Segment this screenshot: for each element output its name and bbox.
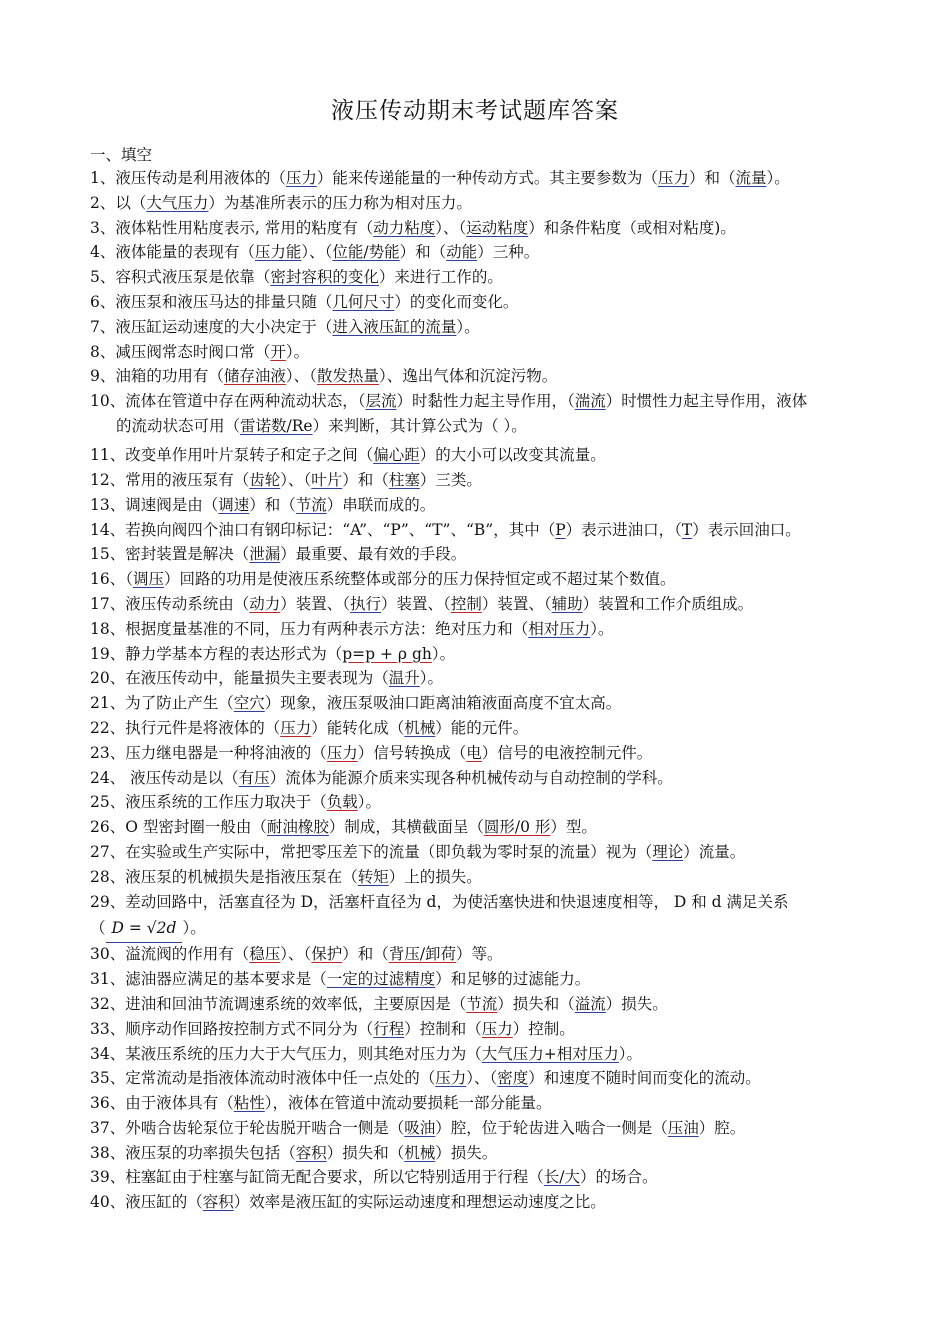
answer-text: 位能/势能 (332, 243, 400, 262)
question-text: 液压缸的（ (125, 1193, 203, 1212)
question-text: ）和速度不随时间而变化的流动。 (528, 1069, 761, 1088)
question-text: ）损失。 (435, 1143, 498, 1162)
question-text: 在液压传动中，能量损失主要表现为（ (125, 669, 389, 688)
question-text: ）和（ (688, 169, 736, 187)
answer-text: 转矩 (357, 867, 389, 886)
answer-text: 溢流 (574, 994, 606, 1013)
answer-text: 理论 (652, 842, 684, 861)
question-item (90, 166, 870, 191)
question-number: 13、 (90, 495, 126, 514)
answer-text: 湍流 (574, 392, 606, 411)
answer-text: 有压 (238, 768, 270, 787)
question-item (90, 364, 870, 389)
question-text: 调速阀是由（ (125, 495, 219, 514)
question-number: 16、 (90, 570, 126, 589)
question-continuation (90, 414, 870, 439)
question-text: ）损失和（ (326, 1143, 405, 1162)
question-item (90, 1017, 870, 1042)
question-text: ）。 (766, 169, 790, 187)
question-text: ）、（ (466, 1069, 498, 1088)
question-number: 31、 (90, 970, 126, 989)
answer-text: 压力 (326, 743, 358, 762)
answer-text: 调速 (218, 495, 250, 514)
question-item (90, 389, 870, 439)
question-number: 23、 (90, 743, 126, 762)
question-number: 32、 (90, 994, 126, 1013)
question-text: 改变单作用叶片泵转子和定子之间（ (125, 446, 374, 465)
question-text: ）三种。 (477, 243, 540, 262)
answer-text: 偏心距 (373, 446, 420, 465)
question-text: 以（ (115, 193, 147, 212)
answer-text: 节流 (466, 994, 498, 1013)
answer-text: 压力 (280, 718, 312, 737)
question-number: 6、 (90, 292, 116, 311)
answer-text: 几何尺寸 (332, 292, 395, 311)
question-text: ）、逸出气体和沉淀污物。 (378, 367, 558, 386)
question-text: 根据度量基准的不同，压力有两种表示方法：绝对压力和（ (125, 619, 529, 638)
question-number: 21、 (90, 694, 126, 713)
question-text: 进油和回油节流调速系统的效率低，主要原因是（ (125, 994, 467, 1013)
question-text: ）控制。 (512, 1019, 575, 1038)
question-text: ）和（ (249, 495, 296, 514)
question-text: ）最重要、最有效的手段。 (280, 545, 467, 564)
question-text: ）装置、（ (481, 594, 552, 613)
question-text: ）装置和工作介质组成。 (582, 594, 754, 613)
question-text: 流体在管道中存在两种流动状态，（ (125, 392, 366, 411)
question-text: ）为基准所表示的压力称为相对压力。 (208, 193, 472, 212)
question-text: 液压泵和液压马达的排量只随（ (115, 292, 333, 311)
answer-text: 执行 (350, 594, 382, 613)
answer-text: 调压 (133, 570, 165, 589)
question-text: ）来判断，其计算公式为（ ）。 (312, 417, 527, 436)
question-number: 19、 (90, 644, 126, 663)
question-text: ）。 (419, 669, 444, 688)
question-text: 若换向阀四个油口有钢印标记：“A”、“P”、“T”、“B”，其中（ (125, 520, 556, 539)
answer-text: 粘性 (233, 1094, 265, 1113)
question-number: 18、 (90, 619, 126, 638)
question-text: 液压传动是利用液体的（ (115, 169, 286, 187)
question-text: ）、（ (435, 218, 467, 237)
question-item (90, 967, 870, 992)
question-number: 14、 (90, 520, 126, 539)
question-text: ）上的损失。 (388, 867, 482, 886)
question-text: 液压泵的功率损失包括（ (125, 1143, 296, 1162)
answer-text: 电 (466, 743, 482, 762)
question-text: 某液压系统的压力大于大气压力，则其绝对压力为（ (125, 1044, 482, 1063)
answer-text: 开 (270, 342, 286, 361)
answer-text: 动力 (249, 594, 281, 613)
question-item (90, 1190, 870, 1215)
question-text: 减压阀常态时阀口常（ (115, 342, 271, 361)
answer-text: 压力能 (254, 243, 302, 262)
question-text: 差动回路中，活塞直径为 D，活塞杆直径为 d，为使活塞快进和快退速度相等， D 和 d 满足关系 (125, 892, 789, 911)
question-text: ）。 (590, 619, 614, 638)
question-text: ）装置、（ (381, 594, 451, 613)
question-text: ）和条件粘度（或相对粘度)。 (528, 218, 736, 237)
answer-text: 辅助 (551, 594, 583, 613)
question-text: ）。 (285, 342, 310, 361)
question-item (90, 790, 870, 815)
question-item (90, 290, 870, 315)
answer-text: 运动粘度 (466, 218, 529, 237)
question-number: 7、 (90, 317, 116, 336)
question-text: 顺序动作回路按控制方式不同分为（ (125, 1019, 374, 1038)
question-text: 溢流阀的作用有（ (125, 945, 250, 964)
question-text: ）。 (618, 1044, 643, 1063)
question-text: 执行元件是将液体的（ (125, 718, 281, 737)
answer-text: 泄漏 (249, 545, 281, 564)
question-item (90, 1091, 870, 1116)
formula-answer: D = √2d (106, 914, 183, 943)
question-text: 常用的液压泵有（ (125, 470, 250, 489)
question-number: 26、 (90, 818, 126, 837)
formula-line: （ D = √2d ）。 (90, 914, 870, 942)
question-item (90, 1141, 870, 1166)
question-item (90, 741, 870, 766)
answer-text: 进入液压缸的流量 (332, 317, 457, 336)
answer-text: 大气压力 (146, 193, 209, 212)
answer-text: 容积 (295, 1143, 327, 1162)
answer-text: 叶片 (311, 470, 343, 489)
answer-text: 负载 (326, 793, 358, 812)
question-number: 28、 (90, 867, 126, 886)
question-text: ）等。 (456, 945, 503, 964)
question-text: 液压系统的工作压力取决于（ (125, 793, 327, 812)
question-text: ）的场合。 (579, 1168, 658, 1187)
question-item (90, 315, 870, 340)
answer-text: 空穴 (233, 694, 265, 713)
question-text: 静力学基本方程的表达形式为（ (125, 644, 343, 663)
question-text: ）串联而成的。 (326, 495, 436, 514)
answer-text: 耐油橡胶 (266, 818, 329, 837)
question-text: ）回路的功用是使液压系统整体或部分的压力保持恒定或不超过某个数值。 (164, 570, 676, 589)
question-number: 5、 (90, 268, 116, 287)
answer-text: 压油 (667, 1118, 699, 1137)
question-number: 10、 (90, 392, 126, 411)
question-text: ）、（ (301, 243, 333, 262)
question-text: ）时惯性力起主导作用，液体 (605, 392, 808, 411)
document-title: 液压传动期末考试题库答案 (331, 98, 619, 124)
answer-text: 背压/卸荷 (388, 945, 457, 964)
question-item (90, 518, 870, 543)
question-item (90, 542, 870, 567)
question-text: ）和足够的过滤能力。 (435, 970, 591, 989)
question-text: ）和（ (399, 243, 447, 262)
question-number: 2、 (90, 193, 116, 212)
question-item (90, 815, 870, 840)
question-text: 密封装置是解决（ (125, 545, 250, 564)
answer-text: 压力 (435, 1069, 467, 1088)
question-number: 39、 (90, 1168, 126, 1187)
answer-text: 层流 (365, 392, 397, 411)
question-number: 27、 (90, 842, 126, 861)
answer-text: 动能 (446, 243, 478, 262)
question-item (90, 1165, 870, 1190)
question-text: ）腔。 (698, 1118, 746, 1137)
answer-text: 齿轮 (249, 470, 281, 489)
question-text: ）来进行工作的。 (378, 268, 503, 287)
answer-text: 动力粘度 (373, 218, 436, 237)
question-item (90, 340, 870, 365)
question-text: ）和（ (342, 470, 389, 489)
question-item (90, 468, 870, 493)
question-text: ）时黏性力起主导作用，（ (396, 392, 575, 411)
question-text: ）腔，位于轮齿进入啮合一侧是（ (435, 1118, 668, 1137)
question-number: 24、 (90, 768, 126, 787)
question-text: ）、（ (280, 945, 312, 964)
question-text: 液压传动是以（ (125, 768, 239, 787)
question-item (90, 716, 870, 741)
question-text: 在实验或生产实际中，常把零压差下的流量（即负载为零时泵的流量）视为（ (125, 842, 653, 861)
question-number: 11、 (90, 446, 126, 465)
question-number: 35、 (90, 1069, 126, 1088)
answer-text: 柱塞 (388, 470, 420, 489)
question-item (90, 265, 870, 290)
question-text: ）流量。 (683, 842, 746, 861)
question-text: 液体能量的表现有（ (115, 243, 255, 262)
question-text: 滤油器应满足的基本要求是（ (125, 970, 327, 989)
question-item (90, 865, 870, 890)
question-text: ）表示进油口，（ (565, 520, 682, 539)
answer-text: 吸油 (404, 1118, 436, 1137)
question-item (90, 592, 870, 617)
question-text: ）的变化而变化。 (394, 292, 519, 311)
question-text: ）信号的电液控制元件。 (481, 743, 653, 762)
question-text: 外啮合齿轮泵位于轮齿脱开啮合一侧是（ (125, 1118, 405, 1137)
answer-text: 雷诺数/Re (240, 417, 313, 436)
answer-text: 稳压 (249, 945, 281, 964)
question-number: 30、 (90, 945, 126, 964)
answer-text: P (555, 520, 566, 539)
question-text: 由于液体具有（ (125, 1094, 234, 1113)
answer-text: 密封容积的变化 (270, 268, 379, 287)
question-number: 3、 (90, 218, 116, 237)
question-item (90, 1066, 870, 1091)
answer-text: 温升 (388, 669, 420, 688)
question-text: ）和（ (342, 945, 389, 964)
question-item (90, 567, 870, 592)
question-number: 1、 (90, 169, 116, 187)
question-text: ）能转化成（ (311, 718, 405, 737)
question-text: ）效率是液压缸的实际运动速度和理想运动速度之比。 (233, 1193, 606, 1212)
question-item (90, 666, 870, 691)
answer-text: 控制 (450, 594, 482, 613)
question-text: ）损失。 (605, 994, 668, 1013)
question-text: 液压缸运动速度的大小决定于（ (115, 317, 333, 336)
question-text: 柱塞缸由于柱塞与缸筒无配合要求，所以它特别适用于行程（ (125, 1168, 544, 1187)
answer-text: 相对压力 (528, 619, 591, 638)
question-text: ）能来传递能量的一种传动方式。其主要参数为（ (316, 169, 658, 187)
question-text: 油箱的功用有（ (115, 367, 224, 386)
question-item (90, 493, 870, 518)
question-item (90, 1042, 870, 1067)
question-number: 4、 (90, 243, 116, 262)
answer-text: p=p + ρ gh (342, 644, 432, 663)
question-number: 15、 (90, 545, 126, 564)
question-text: ）信号转换成（ (357, 743, 467, 762)
question-number: 38、 (90, 1143, 126, 1162)
question-item (90, 617, 870, 642)
question-number: 40、 (90, 1193, 126, 1212)
question-item (90, 691, 870, 716)
question-number: 25、 (90, 793, 126, 812)
answer-text: 压力 (657, 169, 689, 187)
question-text: 液压传动系统由（ (125, 594, 250, 613)
answer-text: 储存油液 (223, 367, 286, 386)
question-text: ）表示回油口。 (692, 520, 801, 539)
question-text: ）。 (431, 644, 456, 663)
question-text: ）装置、（ (280, 594, 351, 613)
question-number: 34、 (90, 1044, 126, 1063)
section-heading: 一、填空 (90, 146, 153, 164)
question-number: 8、 (90, 342, 116, 361)
answer-text: 容积 (202, 1193, 234, 1212)
question-number: 33、 (90, 1019, 126, 1038)
question-text: 压力继电器是一种将油液的（ (125, 743, 327, 762)
answer-text: 机械 (404, 718, 436, 737)
question-text: 为了防止产生（ (125, 694, 234, 713)
answer-text: 圆形/0 形 (483, 818, 551, 837)
question-number: 12、 (90, 470, 126, 489)
answer-text: 压力 (285, 169, 317, 187)
answer-text: 散发热量 (316, 367, 379, 386)
answer-text: 行程 (373, 1019, 405, 1038)
answer-text: 大气压力+相对压力 (481, 1044, 619, 1063)
question-number: 20、 (90, 669, 126, 688)
question-list (90, 166, 870, 1215)
answer-text: 压力 (481, 1019, 513, 1038)
question-item (90, 216, 870, 241)
question-text: ），液体在管道中流动要损耗一部分能量。 (264, 1094, 552, 1113)
question-text: 容积式液压泵是依靠（ (115, 268, 271, 287)
question-number: 9、 (90, 367, 116, 386)
question-text: ）型。 (550, 818, 597, 837)
answer-text: 机械 (404, 1143, 436, 1162)
question-text: ）流体为能源介质来实现各种机械传动与自动控制的学科。 (269, 768, 673, 787)
question-text: ）能的元件。 (435, 718, 529, 737)
question-item (90, 1116, 870, 1141)
question-text: 定常流动是指液体流动时液体中任一点处的（ (125, 1069, 436, 1088)
question-item (90, 443, 870, 468)
question-text: ）。 (456, 317, 480, 336)
answer-text: 流量 (735, 169, 767, 187)
question-item (90, 766, 870, 791)
question-text: ）、（ (285, 367, 317, 386)
question-text: ）现象，液压泵吸油口距离油箱液面高度不宜太高。 (264, 694, 622, 713)
question-item (90, 191, 870, 216)
answer-text: 密度 (497, 1069, 529, 1088)
question-item (90, 992, 870, 1017)
answer-text: T (681, 520, 693, 539)
question-text: ）制成，其横截面呈（ (328, 818, 484, 837)
question-number: 36、 (90, 1094, 126, 1113)
question-text: ）三类。 (419, 470, 482, 489)
question-text: O 型密封圈一般由（ (125, 818, 267, 837)
question-text: 的流动状态可用（ (116, 417, 241, 436)
question-item (90, 642, 870, 667)
question-text: （ (125, 570, 133, 589)
question-text: ）控制和（ (404, 1019, 482, 1038)
question-text: ）损失和（ (497, 994, 575, 1013)
question-number: 22、 (90, 718, 126, 737)
question-item (90, 840, 870, 865)
question-text: ）。 (357, 793, 382, 812)
question-item (90, 942, 870, 967)
question-item (90, 890, 870, 915)
question-text: 液压泵的机械损失是指液压泵在（ (125, 867, 358, 886)
question-number: 17、 (90, 594, 126, 613)
question-number: 29、 (90, 892, 126, 911)
question-item (90, 240, 870, 265)
question-text: ）的大小可以改变其流量。 (419, 446, 606, 465)
answer-text: 长/大 (543, 1168, 580, 1187)
question-text: 液体粘性用粘度表示, 常用的粘度有（ (115, 218, 374, 237)
answer-text: 一定的过滤精度 (326, 970, 436, 989)
question-number: 37、 (90, 1118, 126, 1137)
answer-text: 保护 (311, 945, 343, 964)
question-text: ）、（ (280, 470, 312, 489)
answer-text: 节流 (295, 495, 327, 514)
